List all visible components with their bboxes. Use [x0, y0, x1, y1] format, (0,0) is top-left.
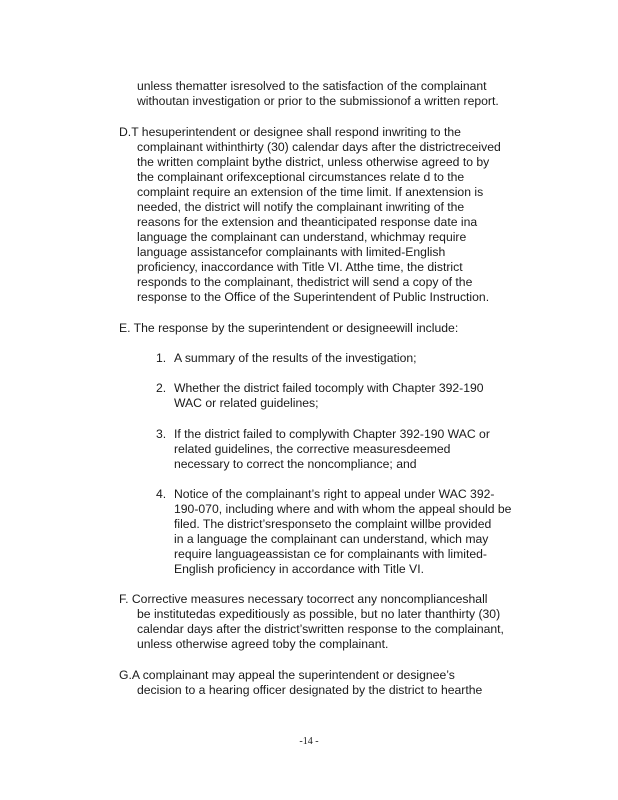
- text-line: Notice of the complainant’s right to appeal under WAC 392-: [174, 487, 495, 501]
- text-line: reasons for the extension and theanticipated response date ina: [137, 215, 478, 229]
- section-g-paragraph: [137, 683, 482, 698]
- section-e-first-line: [119, 321, 458, 336]
- section-g-first-line: [119, 668, 455, 683]
- section-d-paragraph: [137, 140, 501, 305]
- list-item-1: [156, 351, 546, 366]
- text-line: unless otherwise agreed toby the complainant.: [137, 637, 389, 651]
- text-line: decision to a hearing officer designated by the district to hearthe: [137, 683, 483, 697]
- text-line: complaint require an extension of the time limit. If anextension is: [137, 185, 484, 199]
- text-line: language assistancefor complainants with limited-English: [137, 245, 446, 259]
- section-e-heading: E. The response by the superintendent or designeewill include:: [119, 321, 459, 335]
- text-line: be institutedas expeditiously as possible, but no later thanthirty (30): [137, 607, 501, 621]
- text-line: If the district failed to complywith Chapter 392-190 WAC or: [174, 427, 490, 441]
- text-line: require languageassistan ce for complainants with limited-: [174, 547, 487, 561]
- text-line: language the complainant can understand, whichmay require: [137, 230, 467, 244]
- section-f-first-line: [119, 592, 488, 607]
- text-line: withoutan investigation or prior to the submissionof a written report.: [137, 94, 499, 108]
- section-d-heading: D.T hesuperintendent or designee shall respond inwriting to the: [119, 125, 461, 139]
- text-line: response to the Office of the Superintendent of Public Instruction.: [137, 290, 490, 304]
- continuation-paragraph: [137, 79, 499, 109]
- text-line: the written complaint bythe district, unless otherwise agreed to by: [137, 155, 490, 169]
- text-line: needed, the district will notify the complainant inwriting of the: [137, 200, 465, 214]
- text-line: responds to the complainant, thedistrict will send a copy of the: [137, 275, 473, 289]
- page-number: -14 -: [299, 736, 319, 747]
- section-g-heading: G.A complainant may appeal the superintendent or designee’s: [119, 668, 455, 682]
- text-line: unless thematter isresolved to the satisfaction of the complainant: [137, 79, 487, 93]
- text-line: the complainant orifexceptional circumstances relate d to the: [137, 170, 465, 184]
- list-number: 4.: [156, 487, 167, 501]
- list-number: 2.: [156, 381, 167, 395]
- text-line: Whether the district failed tocomply with Chapter 392-190: [174, 381, 484, 395]
- text-line: A summary of the results of the investigation;: [174, 351, 417, 365]
- list-number: 1.: [156, 351, 167, 365]
- text-line: necessary to correct the noncompliance; and: [174, 457, 417, 471]
- text-line: WAC or related guidelines;: [174, 396, 319, 410]
- text-line: filed. The district’sresponseto the complaint willbe provided: [174, 517, 492, 531]
- list-item-4: [156, 487, 556, 577]
- text-line: in a language the complainant can understand, which may: [174, 532, 489, 546]
- section-d-first-line: [119, 125, 461, 140]
- text-line: English proficiency in accordance with Title VI.: [174, 562, 424, 576]
- section-f-paragraph: [137, 607, 504, 652]
- section-f-heading: F. Corrective measures necessary tocorrect any noncomplianceshall: [119, 592, 488, 606]
- text-line: 190-070, including where and with whom the appeal should be: [174, 502, 512, 516]
- list-item-2: [156, 381, 546, 411]
- text-line: related guidelines, the corrective measuresdeemed: [174, 442, 451, 456]
- list-number: 3.: [156, 427, 167, 441]
- list-item-3: [156, 427, 546, 472]
- text-line: complainant withinthirty (30) calendar days after the districtreceived: [137, 140, 501, 154]
- text-line: calendar days after the district’swritten response to the complainant,: [137, 622, 504, 636]
- text-line: proficiency, inaccordance with Title VI. Atthe time, the district: [137, 260, 463, 274]
